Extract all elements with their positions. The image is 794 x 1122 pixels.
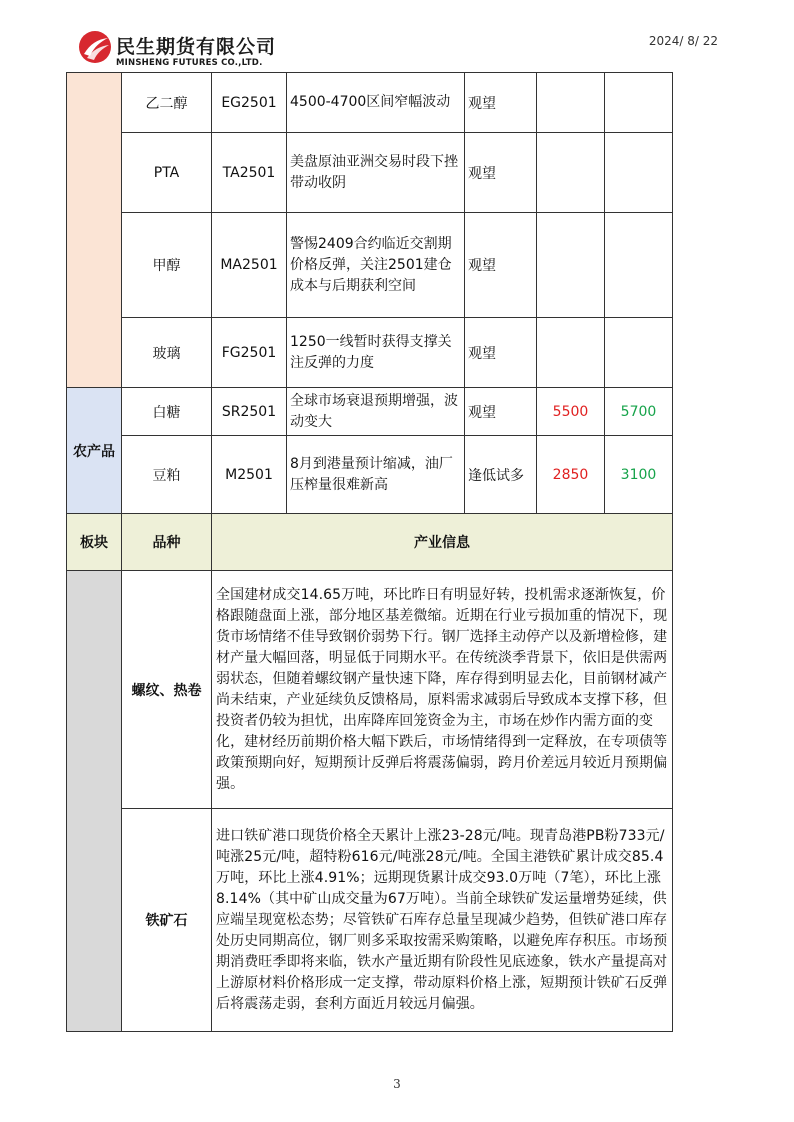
code-cell: M2501 — [212, 436, 287, 514]
advice-cell: 观望 — [465, 318, 537, 388]
price-low-cell: 2850 — [537, 436, 605, 514]
code-cell: SR2501 — [212, 388, 287, 436]
table-row — [67, 436, 673, 514]
strategy-table — [66, 72, 672, 1031]
price-low-cell — [537, 213, 605, 318]
price-high-cell: 3100 — [605, 436, 673, 514]
header-variety: 品种 — [122, 514, 212, 571]
view-cell: 全球市场衰退预期增强，波动变大 — [287, 388, 465, 436]
price-high-cell — [605, 73, 673, 133]
price-high-cell — [605, 318, 673, 388]
price-high-cell: 5700 — [605, 388, 673, 436]
company-logo — [78, 28, 298, 72]
table-row — [67, 388, 673, 436]
header-industry-info: 产业信息 — [212, 514, 673, 571]
industry-info-cell: 进口铁矿港口现货价格全天累计上涨23-28元/吨。现青岛港PB粉733元/吨涨25元/吨，超特粉616元/吨涨28元/吨。全国主港铁矿累计成交85.4万吨，环比上涨4.91%；远期现货累计成交93.0万吨（7笔），环比上涨8.14%（其中矿山成交量为67万吨）。当前全球铁矿发运量增势延续，供应端呈现宽松态势；尽管铁矿石库存总量呈现减少趋势，但铁矿港口库存处历史同期高位，钢厂则多采取按需采购策略，以避免库存积压。市场预期消费旺季即将来临，铁水产量近期有阶段性见底迹象，铁水产量提高对上游原材料价格形成一定支撑，带动原料价格上涨，短期预计铁矿石反弹后将震荡走弱，套利方面近月较远月偏强。 — [212, 809, 673, 1032]
advice-cell: 逢低试多 — [465, 436, 537, 514]
price-high-cell — [605, 213, 673, 318]
price-low-cell — [537, 318, 605, 388]
price-low-cell — [537, 73, 605, 133]
code-cell: MA2501 — [212, 213, 287, 318]
price-low-cell — [537, 133, 605, 213]
view-cell: 警惕2409合约临近交割期价格反弹，关注2501建仓成本与后期获利空间 — [287, 213, 465, 318]
advice-cell: 观望 — [465, 133, 537, 213]
view-cell: 4500-4700区间窄幅波动 — [287, 73, 465, 133]
variety-cell: 乙二醇 — [122, 73, 212, 133]
table-row — [67, 318, 673, 388]
industry-info-cell: 全国建材成交14.65万吨，环比昨日有明显好转，投机需求逐渐恢复，价格跟随盘面上涨，部分地区基差微缩。近期在行业亏损加重的情况下，现货市场情绪不佳导致钢价弱势下行。钢厂选择主动停产以及新增检修，建材产量大幅回落，明显低于同期水平。在传统淡季背景下，依旧是供需两弱状态，但随着螺纹钢产量快速下降，库存得到明显去化，目前钢材减产尚未结束，产业延续负反馈格局，原料需求减弱后导致成本支撑下移，但投资者仍较为担忧，出库降库回笼资金为主，市场在炒作内需方面的变化，建材经历前期价格大幅下跌后，市场情绪得到一定释放，在专项债等政策预期向好，短期预计反弹后将震荡偏弱，跨月价差远月较近月预期偏强。 — [212, 571, 673, 809]
header-sector: 板块 — [67, 514, 122, 571]
price-low-cell: 5500 — [537, 388, 605, 436]
report-date: 2024/ 8/ 22 — [648, 34, 718, 48]
industry-row — [67, 809, 673, 1032]
minsheng-logo-icon — [78, 30, 112, 64]
table-row — [67, 133, 673, 213]
code-cell: FG2501 — [212, 318, 287, 388]
variety-cell: 白糖 — [122, 388, 212, 436]
table-row — [67, 73, 673, 133]
advice-cell: 观望 — [465, 213, 537, 318]
price-high-cell — [605, 133, 673, 213]
view-cell: 美盘原油亚洲交易时段下挫带动收阴 — [287, 133, 465, 213]
page-number: 3 — [393, 1077, 401, 1091]
variety-cell: 甲醇 — [122, 213, 212, 318]
company-name-en: MINSHENG FUTURES CO.,LTD. — [116, 58, 263, 68]
advice-cell: 观望 — [465, 73, 537, 133]
view-cell: 8月到港量预计缩减，油厂压榨量很难新高 — [287, 436, 465, 514]
sector-cell-agri: 农产品 — [67, 388, 122, 514]
industry-header-row — [67, 514, 673, 571]
code-cell: EG2501 — [212, 73, 287, 133]
code-cell: TA2501 — [212, 133, 287, 213]
variety-cell: PTA — [122, 133, 212, 213]
industry-variety-cell: 铁矿石 — [122, 809, 212, 1032]
variety-cell: 豆粕 — [122, 436, 212, 514]
table-row — [67, 213, 673, 318]
view-cell: 1250一线暂时获得支撑关注反弹的力度 — [287, 318, 465, 388]
advice-cell: 观望 — [465, 388, 537, 436]
industry-variety-cell: 螺纹、热卷 — [122, 571, 212, 809]
sector-cell-chemical — [67, 73, 122, 388]
industry-row — [67, 571, 673, 809]
variety-cell: 玻璃 — [122, 318, 212, 388]
sector-cell-black — [67, 571, 122, 1032]
company-name-cn: 民生期货有限公司 — [116, 36, 277, 58]
